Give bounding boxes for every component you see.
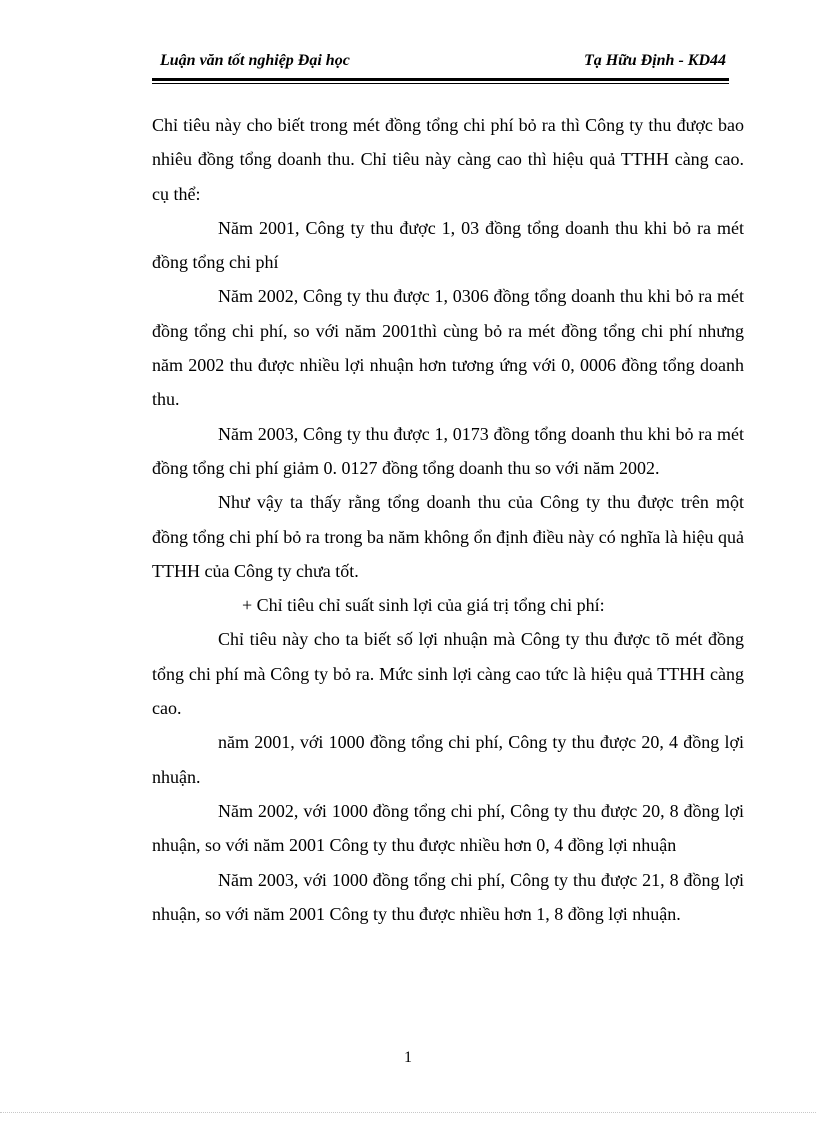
paragraph-2003-revenue: Năm 2003, Công ty thu được 1, 0173 đồng tổng doanh thu khi bỏ ra mét đồng tổng chi phí giảm 0. 0127 đồng tổng doanh thu so với năm 2002. (152, 423, 744, 478)
document-body (152, 108, 744, 931)
paragraph-2001-revenue: Năm 2001, Công ty thu được 1, 03 đồng tổng doanh thu khi bỏ ra mét đồng tổng chi phí (152, 217, 744, 273)
paragraph-profit-heading: + Chỉ tiêu chỉ suất sinh lợi của giá trị tổng chi phí: (242, 595, 605, 616)
paragraph-2003-profit: Năm 2003, với 1000 đồng tổng chi phí, Công ty thu được 21, 8 đồng lợi nhuận, so với năm 2001 Công ty thu được nhiều hơn 1, 8 đồng lợi nhuận. (152, 869, 744, 924)
paragraph-2002-profit: Năm 2002, với 1000 đồng tổng chi phí, Công ty thu được 20, 8 đồng lợi nhuận, so với năm 2001 Công ty thu được nhiều hơn 0, 4 đồng lợi nhuận (152, 800, 744, 856)
paragraph-intro: Chỉ tiêu này cho biết trong mét đồng tổng chi phí bỏ ra thì Công ty thu được bao nhiêu đồng tổng doanh thu. Chỉ tiêu này càng cao thì hiệu quả TTHH càng cao. cụ thể: (152, 115, 744, 204)
header-rule-thin (152, 83, 729, 84)
paragraph-2002-revenue: Năm 2002, Công ty thu được 1, 0306 đồng tổng doanh thu khi bỏ ra mét đồng tổng chi phí, so với năm 2001thì cùng bỏ ra mét đồng tổng chi phí nhưng năm 2002 thu được nhiều lợi nhuận hơn tương ứng với 0, 0006 đồng tổng doanh thu. (152, 286, 744, 410)
page-number: 1 (404, 1049, 412, 1066)
page-header (152, 50, 728, 76)
header-thesis-title: Luận văn tốt nghiệp Đại học (160, 52, 350, 69)
paragraph-2001-profit: năm 2001, với 1000 đồng tổng chi phí, Công ty thu được 20, 4 đồng lợi nhuận. (152, 732, 744, 787)
header-author: Tạ Hữu Định - KD44 (583, 52, 726, 69)
header-rule-thick (152, 78, 729, 81)
page-bottom-border (0, 1112, 816, 1113)
paragraph-profit-intro: Chỉ tiêu này cho ta biết số lợi nhuận mà Công ty thu được tõ mét đồng tổng chi phí mà Công ty bỏ ra. Mức sinh lợi càng cao tức là hiệu quả TTHH càng cao. (152, 629, 744, 719)
paragraph-conclusion: Như vậy ta thấy rằng tổng doanh thu của Công ty thu được trên một đồng tổng chi phí bỏ ra trong ba năm không ổn định điều này có nghĩa là hiệu quả TTHH của Công ty chưa tốt. (152, 492, 744, 581)
